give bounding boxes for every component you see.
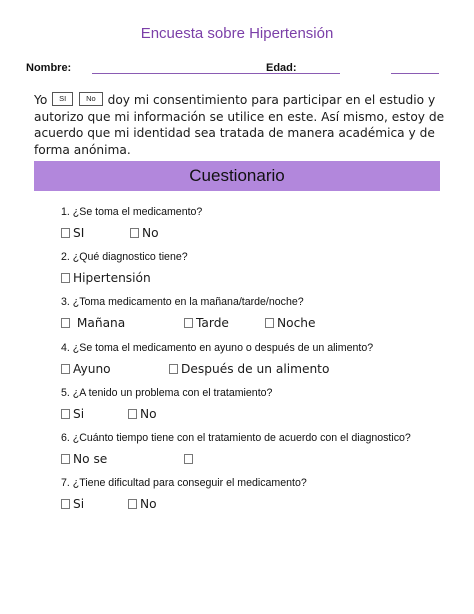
q5-option-no[interactable]: No <box>128 407 157 421</box>
section-title: Cuestionario <box>189 166 285 185</box>
q3-option-noche[interactable]: Noche <box>265 316 316 330</box>
age-label: Edad: <box>266 62 297 74</box>
checkbox-icon <box>61 499 70 509</box>
checkbox-icon <box>61 364 70 374</box>
question-6: 6. ¿Cuánto tiempo tiene con el tratamiento de acuerdo con el diagnostico? <box>61 432 411 444</box>
checkbox-icon <box>61 454 70 464</box>
checkbox-icon <box>61 273 70 283</box>
consent-no-checkbox[interactable]: No <box>79 92 103 106</box>
question-7: 7. ¿Tiene dificultad para conseguir el medicamento? <box>61 477 307 489</box>
question-4: 4. ¿Se toma el medicamento en ayuno o después de un alimento? <box>61 342 374 354</box>
q1-option-no[interactable]: No <box>130 226 159 240</box>
checkbox-icon <box>61 228 70 238</box>
name-label: Nombre: <box>26 62 72 74</box>
checkbox-icon <box>184 454 193 464</box>
question-3: 3. ¿Toma medicamento en la mañana/tarde/noche? <box>61 296 304 308</box>
q4-option-ayuno[interactable]: Ayuno <box>61 362 111 376</box>
question-5: 5. ¿A tenido un problema con el tratamiento? <box>61 387 273 399</box>
consent-si-checkbox[interactable]: SI <box>52 92 73 106</box>
consent-paragraph <box>34 92 454 158</box>
section-banner <box>34 161 440 191</box>
q6-option-no-se[interactable]: No se <box>61 452 107 466</box>
q3-option-tarde[interactable]: Tarde <box>184 316 229 330</box>
checkbox-icon <box>128 409 137 419</box>
checkbox-icon <box>61 318 70 328</box>
q7-option-si[interactable]: Si <box>61 497 84 511</box>
question-1: 1. ¿Se toma el medicamento? <box>61 206 203 218</box>
q6-option-blank[interactable] <box>184 452 196 466</box>
q5-option-si[interactable]: Si <box>61 407 84 421</box>
checkbox-icon <box>265 318 274 328</box>
consent-yo: Yo <box>34 93 48 107</box>
checkbox-icon <box>184 318 193 328</box>
q4-option-despues[interactable]: Después de un alimento <box>169 362 329 376</box>
q7-option-no[interactable]: No <box>128 497 157 511</box>
checkbox-icon <box>61 409 70 419</box>
consent-text: doy mi consentimiento para participar en el estudio y autorizo que mi información se utilice en este. Así mismo, estoy de acuerdo que mi identidad sea tratada de manera académica y de forma anónima. <box>34 93 445 157</box>
checkbox-icon <box>130 228 139 238</box>
q3-option-manana[interactable]: Mañana <box>61 316 125 330</box>
checkbox-icon <box>128 499 137 509</box>
age-field[interactable] <box>391 73 439 74</box>
name-field[interactable] <box>92 73 340 74</box>
page-title: Encuesta sobre Hipertensión <box>140 25 334 42</box>
q2-option-hipertension[interactable]: Hipertensión <box>61 271 151 285</box>
question-2: 2. ¿Qué diagnostico tiene? <box>61 251 188 263</box>
q1-option-si[interactable]: SI <box>61 226 84 240</box>
checkbox-icon <box>169 364 178 374</box>
